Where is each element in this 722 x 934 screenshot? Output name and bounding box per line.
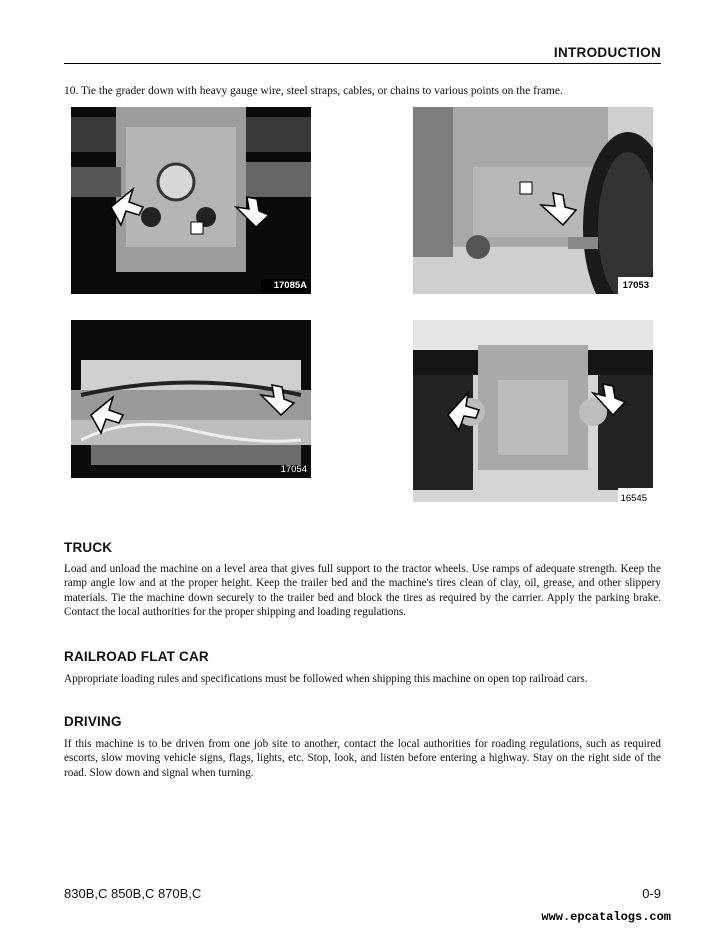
section-header: INTRODUCTION — [553, 45, 661, 60]
truck-heading: TRUCK — [64, 540, 113, 555]
header-rule — [64, 63, 661, 64]
photo-number: 17054 — [280, 464, 307, 475]
photo-tie-down-moldboard — [71, 320, 311, 478]
railroad-paragraph: Appropriate loading rules and specifications must be followed when shipping this machine on open top railroad cars. — [64, 673, 588, 685]
footer-models: 830B,C 850B,C 870B,C — [64, 886, 202, 901]
photo-tie-down-rear-frame — [413, 320, 653, 502]
driving-paragraph: If this machine is to be driven from one job site to another, contact the local authorities for roading regulations, such as required escorts, slow moving vehicle signs, flags, lights, etc. Stop, look, and listen before entering a highway. Stay on the right side of the road. Slow down and signal when turning. — [64, 738, 661, 779]
photo-number: 17085A — [273, 280, 307, 291]
step-10-text: 10. Tie the grader down with heavy gauge wire, steel straps, cables, or chains to various points on the frame. — [64, 85, 563, 97]
footer-page-number: 0-9 — [642, 886, 661, 901]
photo-number: 16545 — [620, 493, 647, 502]
photo-number: 17053 — [622, 280, 649, 291]
photo-tie-down-rear-wheel — [413, 107, 653, 294]
website-watermark[interactable]: www.epcatalogs.com — [541, 910, 671, 924]
truck-paragraph: Load and unload the machine on a level area that gives full support to the tractor wheels. Use ramps of adequate strength. Keep the ramp angle low and at the proper height. Keep the trailer bed and the machine's tires clean of clay, oil, grease, and other slippery materials. Tie the machine down securely to the trailer bed and block the tires as required by the carrier. Apply the parking brake. Contact the local authorities for the proper shipping and loading regulations. — [64, 563, 661, 618]
driving-heading: DRIVING — [64, 714, 122, 729]
railroad-heading: RAILROAD FLAT CAR — [64, 649, 209, 664]
photo-tie-down-front — [71, 107, 311, 294]
